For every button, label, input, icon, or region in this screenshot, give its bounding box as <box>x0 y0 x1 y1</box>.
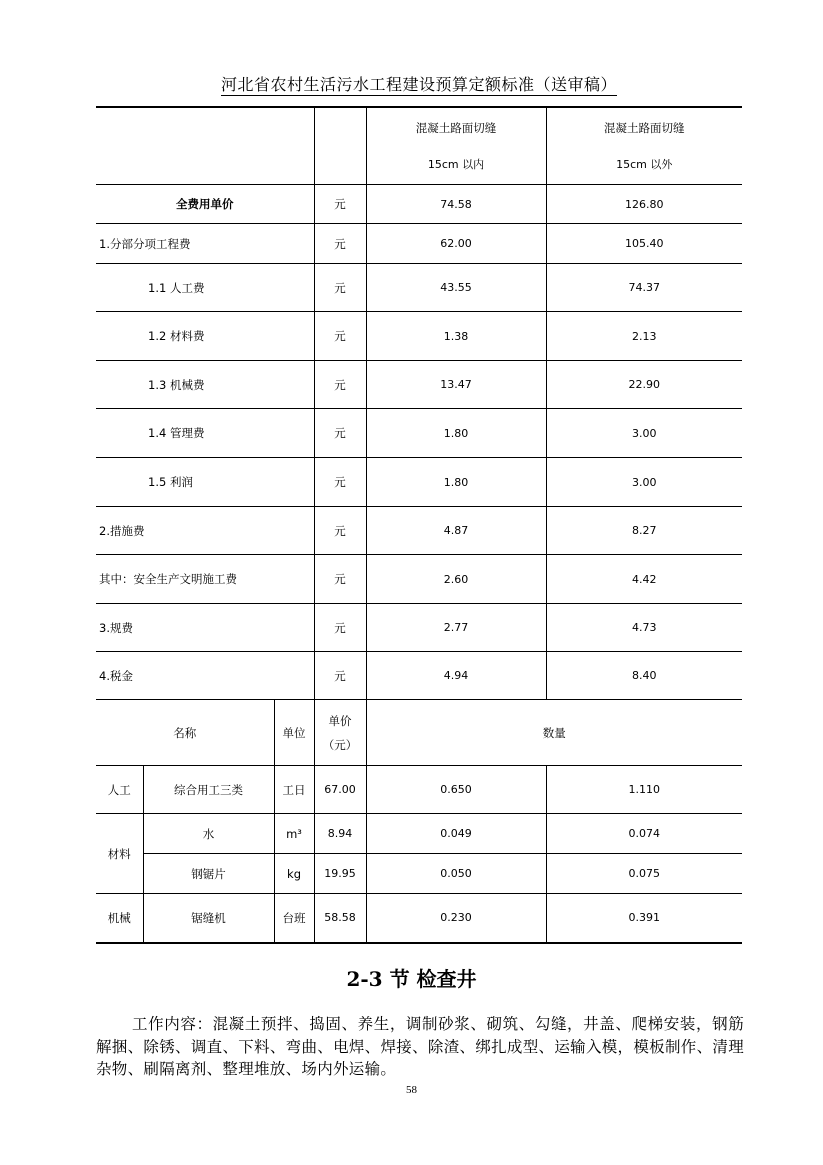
cost-row <box>96 652 742 700</box>
cost-row <box>96 555 742 604</box>
cost-unit: 元 <box>314 458 366 507</box>
cost-unit: 元 <box>314 409 366 458</box>
cost-row <box>96 185 742 224</box>
cost-value-1: 62.00 <box>366 224 546 264</box>
resource-quantity-1: 0.050 <box>366 854 546 894</box>
resource-row <box>96 814 742 854</box>
cost-label: 3.规费 <box>96 604 314 652</box>
cost-value-1: 1.80 <box>366 458 546 507</box>
cost-value-1: 13.47 <box>366 361 546 409</box>
cost-value-2: 3.00 <box>546 458 742 507</box>
cost-label: 1.4 管理费 <box>96 409 314 458</box>
resource-price: 67.00 <box>314 766 366 814</box>
resource-quantity-2: 0.075 <box>546 854 742 894</box>
resource-price: 58.58 <box>314 894 366 943</box>
column-header-2-line2: 15cm 以外 <box>616 158 673 171</box>
cost-label: 1.3 机械费 <box>96 361 314 409</box>
cost-label: 1.分部分项工程费 <box>96 224 314 264</box>
cost-value-1: 74.58 <box>366 185 546 224</box>
cost-label: 1.1 人工费 <box>96 264 314 312</box>
resource-quantity-2: 0.391 <box>546 894 742 943</box>
resource-unit: 工日 <box>274 766 314 814</box>
resource-row <box>96 854 742 894</box>
resource-unit-header: 单位 <box>274 700 314 766</box>
header-unit-blank-cell <box>314 108 366 185</box>
cost-row <box>96 507 742 555</box>
section-content: 工作内容：混凝土预拌、捣固、养生，调制砂浆、砌筑、勾缝，井盖、爬梯安装，钢筋解捆、除锈、调直、下料、弯曲、电焊、焊接、除渣、绑扎成型、运输入模，模板制作、清理杂物、刷隔离剂、整理堆放、场内外运输。 <box>96 1015 744 1078</box>
cost-value-2: 126.80 <box>546 185 742 224</box>
cost-value-2: 74.37 <box>546 264 742 312</box>
cost-row <box>96 409 742 458</box>
quantity-header: 数量 <box>366 700 742 766</box>
resource-category: 人工 <box>96 766 143 814</box>
cost-unit: 元 <box>314 604 366 652</box>
header-blank-cell <box>96 108 314 185</box>
cost-value-2: 4.42 <box>546 555 742 604</box>
resource-row <box>96 766 742 814</box>
cost-value-1: 4.87 <box>366 507 546 555</box>
resource-name: 锯缝机 <box>143 894 274 943</box>
column-header-2 <box>546 108 742 185</box>
resource-name: 水 <box>143 814 274 854</box>
cost-value-2: 8.40 <box>546 652 742 700</box>
quota-table <box>96 107 742 944</box>
resource-quantity-2: 1.110 <box>546 766 742 814</box>
cost-value-1: 1.38 <box>366 312 546 361</box>
resource-name: 综合用工三类 <box>143 766 274 814</box>
resource-price: 8.94 <box>314 814 366 854</box>
cost-value-1: 43.55 <box>366 264 546 312</box>
cost-value-2: 2.13 <box>546 312 742 361</box>
resource-quantity-1: 0.650 <box>366 766 546 814</box>
price-header-line1: 单价 <box>328 713 352 728</box>
resource-quantity-1: 0.230 <box>366 894 546 943</box>
cost-unit: 元 <box>314 652 366 700</box>
cost-row <box>96 458 742 507</box>
cost-row <box>96 224 742 264</box>
cost-unit: 元 <box>314 312 366 361</box>
cost-unit: 元 <box>314 555 366 604</box>
cost-value-2: 3.00 <box>546 409 742 458</box>
resource-row <box>96 894 742 943</box>
price-header-line2: （元） <box>322 737 358 752</box>
cost-row <box>96 361 742 409</box>
cost-value-1: 4.94 <box>366 652 546 700</box>
resource-price-header <box>314 700 366 766</box>
cost-label: 1.5 利润 <box>96 458 314 507</box>
cost-value-1: 2.60 <box>366 555 546 604</box>
cost-value-2: 105.40 <box>546 224 742 264</box>
resource-unit: 台班 <box>274 894 314 943</box>
column-header-1 <box>366 108 546 185</box>
resource-unit: m³ <box>274 814 314 854</box>
resource-name: 钢锯片 <box>143 854 274 894</box>
cost-value-2: 22.90 <box>546 361 742 409</box>
resource-category: 材料 <box>96 814 143 894</box>
cost-unit: 元 <box>314 224 366 264</box>
cost-row <box>96 604 742 652</box>
cost-label: 其中：安全生产文明施工费 <box>96 555 314 604</box>
cost-label: 4.税金 <box>96 652 314 700</box>
cost-unit: 元 <box>314 361 366 409</box>
page-number: 58 <box>406 1084 417 1096</box>
cost-value-1: 1.80 <box>366 409 546 458</box>
cost-label: 2.措施费 <box>96 507 314 555</box>
cost-unit: 元 <box>314 264 366 312</box>
resource-unit: kg <box>274 854 314 894</box>
cost-value-2: 8.27 <box>546 507 742 555</box>
column-header-1-line1: 混凝土路面切缝 <box>415 121 497 135</box>
cost-unit: 元 <box>314 185 366 224</box>
resource-price: 19.95 <box>314 854 366 894</box>
resource-category: 机械 <box>96 894 143 943</box>
resource-quantity-2: 0.074 <box>546 814 742 854</box>
cost-value-1: 2.77 <box>366 604 546 652</box>
cost-value-2: 4.73 <box>546 604 742 652</box>
column-header-row <box>96 108 742 185</box>
cost-row <box>96 312 742 361</box>
resource-quantity-1: 0.049 <box>366 814 546 854</box>
cost-label: 1.2 材料费 <box>96 312 314 361</box>
resource-header-row <box>96 700 742 766</box>
header-title: 河北省农村生活污水工程建设预算定额标准（送审稿） <box>220 75 617 94</box>
cost-label: 全费用单价 <box>96 185 314 224</box>
column-header-2-line1: 混凝土路面切缝 <box>604 121 685 135</box>
cost-row <box>96 264 742 312</box>
column-header-1-line2: 15cm 以内 <box>427 158 485 171</box>
resource-name-header: 名称 <box>96 700 274 766</box>
document-header <box>96 72 742 95</box>
section-title: 2-3 节 检查井 <box>346 967 477 991</box>
cost-unit: 元 <box>314 507 366 555</box>
